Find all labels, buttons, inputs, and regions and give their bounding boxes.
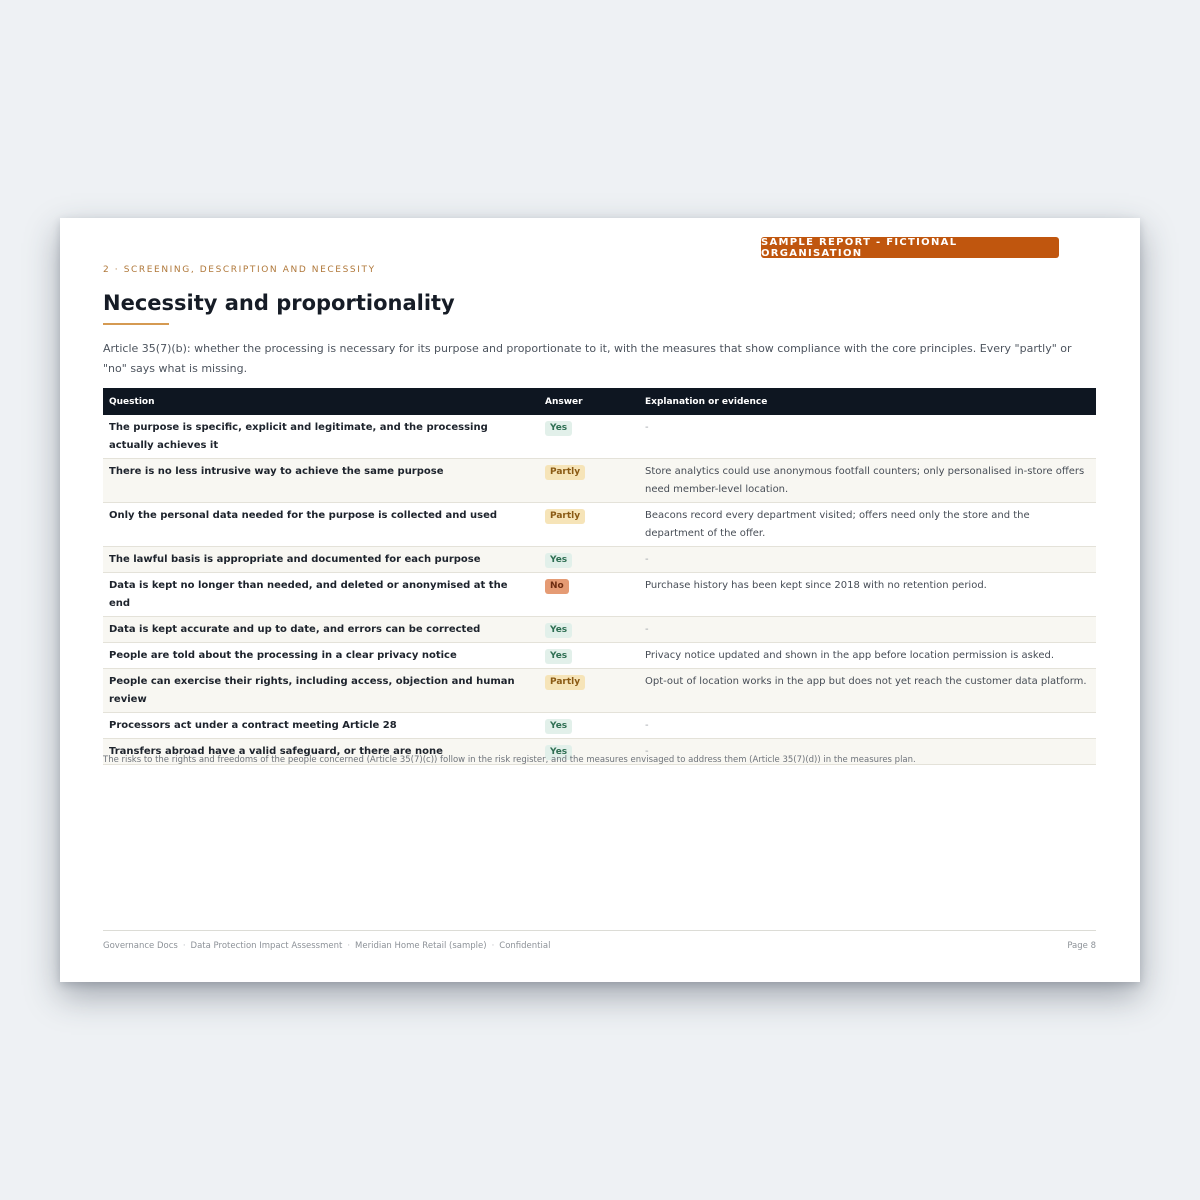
table-row [103,669,1096,713]
answer-cell [539,669,639,713]
answer-cell [539,459,639,503]
footer-separator: · [182,941,186,951]
evidence-cell: Opt-out of location works in the app but does not yet reach the customer data platform. [639,669,1096,713]
answer-badge: Yes [545,649,572,664]
question-cell: The lawful basis is appropriate and documented for each purpose [103,547,539,573]
footer-item-brand: Governance Docs [103,941,178,951]
answer-badge: Yes [545,719,572,734]
table-row [103,415,1096,459]
page-number: Page 8 [1067,941,1096,951]
answer-badge: Partly [545,675,585,690]
evidence-cell: Privacy notice updated and shown in the app before location permission is asked. [639,643,1096,669]
evidence-cell: Store analytics could use anonymous footfall counters; only personalised in-store offers need member-level location. [639,459,1096,503]
evidence-cell: - [639,739,1096,765]
answer-badge: Partly [545,465,585,480]
question-cell: Data is kept no longer than needed, and deleted or anonymised at the end [103,573,539,617]
footer-divider [103,930,1096,931]
answer-badge: No [545,579,569,594]
answer-cell [539,415,639,459]
table-row [103,713,1096,739]
footer-breadcrumb [103,941,550,951]
question-cell: Processors act under a contract meeting Article 28 [103,713,539,739]
table-header-row [103,388,1096,415]
footer-item-classification: Confidential [499,941,551,951]
column-header-answer: Answer [545,396,583,407]
table-row [103,617,1096,643]
table-row [103,573,1096,617]
answer-cell [539,503,639,547]
evidence-cell: - [639,415,1096,459]
question-cell: People are told about the processing in a clear privacy notice [103,643,539,669]
necessity-table [103,388,1096,765]
answer-badge: Partly [545,509,585,524]
page-title: Necessity and proportionality [103,291,455,315]
answer-cell [539,713,639,739]
answer-cell [539,617,639,643]
evidence-cell: - [639,617,1096,643]
footnote: The risks to the rights and freedoms of the people concerned (Article 35(7)(c)) follow in the risk register, and the measures envisaged to address them (Article 35(7)(d)) in the measures plan. [103,755,916,765]
table-row [103,643,1096,669]
answer-cell [539,643,639,669]
question-cell: Only the personal data needed for the purpose is collected and used [103,503,539,547]
table-row [103,459,1096,503]
answer-cell [539,547,639,573]
column-header-evidence: Explanation or evidence [645,396,768,407]
answer-badge: Yes [545,553,572,568]
question-cell: The purpose is specific, explicit and legitimate, and the processing actually achieves it [103,415,539,459]
question-cell: Data is kept accurate and up to date, and errors can be corrected [103,617,539,643]
report-page [60,218,1140,982]
answer-cell [539,573,639,617]
column-header-question: Question [109,396,155,407]
question-cell: Transfers abroad have a valid safeguard, or there are none [103,739,539,765]
answer-badge: Yes [545,623,572,638]
evidence-cell: - [639,547,1096,573]
evidence-cell: Beacons record every department visited; offers need only the store and the department of the offer. [639,503,1096,547]
footer-item-organisation: Meridian Home Retail (sample) [355,941,487,951]
table-row [103,503,1096,547]
answer-badge: Yes [545,421,572,436]
footer-item-document: Data Protection Impact Assessment [190,941,343,951]
answer-badge: Yes [545,745,572,760]
evidence-cell: - [639,713,1096,739]
footer-separator: · [491,941,495,951]
question-cell: There is no less intrusive way to achieve the same purpose [103,459,539,503]
table-body [103,415,1096,765]
title-underline [103,323,169,325]
sample-report-badge: SAMPLE REPORT - FICTIONAL ORGANISATION [761,237,1059,258]
section-label: 2 · SCREENING, DESCRIPTION AND NECESSITY [103,265,376,275]
question-cell: People can exercise their rights, including access, objection and human review [103,669,539,713]
footer-separator: · [347,941,351,951]
necessity-table-container [103,388,1096,765]
intro-paragraph: Article 35(7)(b): whether the processing is necessary for its purpose and proportionate to it, with the measures that show compliance with the core principles. Every "partly" or "no" says what is missing. [103,342,1072,375]
table-row [103,547,1096,573]
evidence-cell: Purchase history has been kept since 2018 with no retention period. [639,573,1096,617]
